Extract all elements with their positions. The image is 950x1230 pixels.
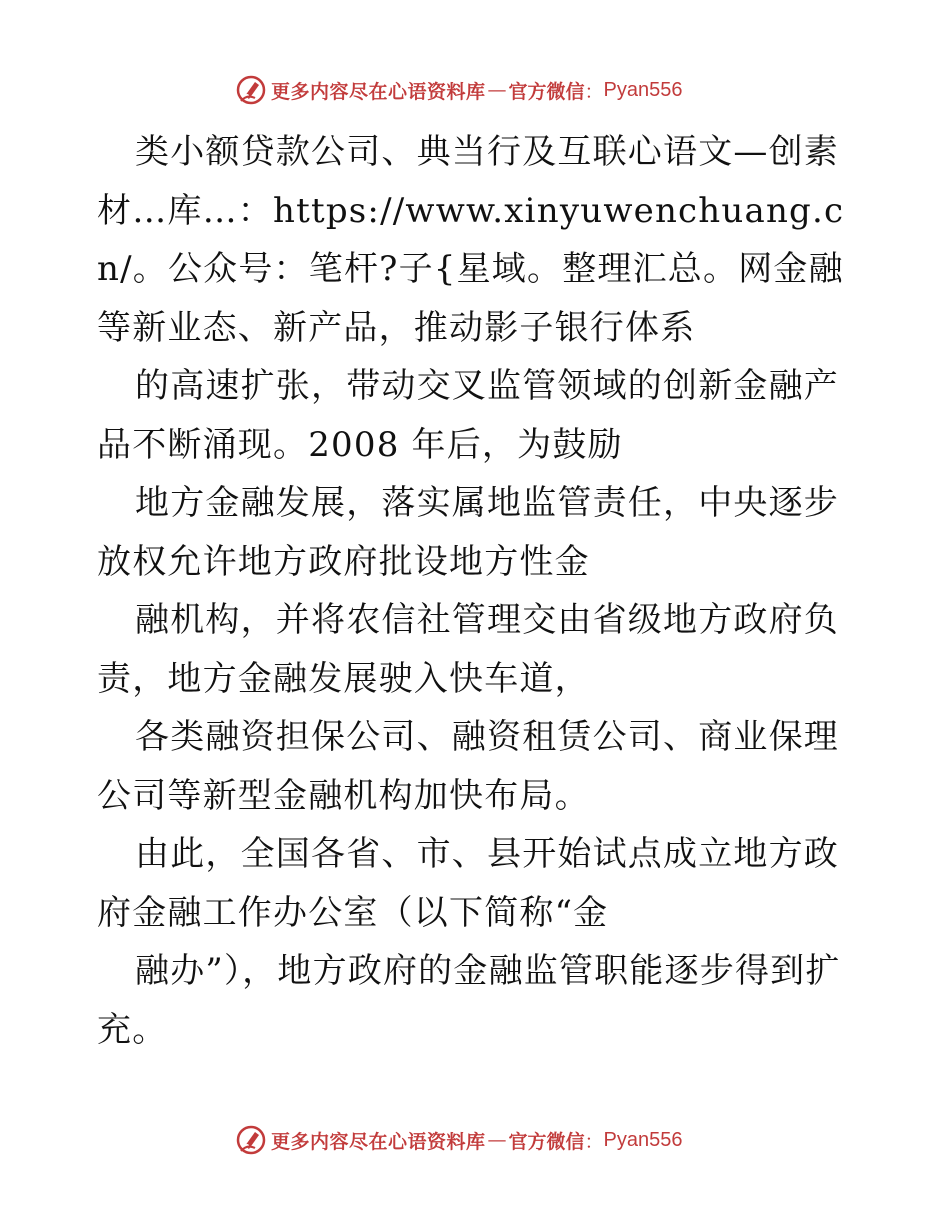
- banner-brand-text: 更多内容尽在心语资料库: [271, 1130, 486, 1153]
- banner-colon: ：: [584, 80, 604, 103]
- paragraph: 类小额贷款公司、典当行及互联心语文—创素材…库…：https://www.xinyuwenchuang.cn/。公众号：笔杆?子{星域。整理汇总。网金融等新业态、新产品，推动影子银行体系: [97, 132, 845, 348]
- banner-wechat-label: 官方微信: [508, 80, 585, 103]
- banner-brand-text: 更多内容尽在心语资料库: [271, 80, 486, 103]
- pen-nib-logo-icon: [235, 1124, 267, 1156]
- banner-wechat-id: Pyan556: [603, 1128, 683, 1151]
- paragraph: 融办”），地方政府的金融监管职能逐步得到扩充。: [97, 951, 841, 1050]
- paragraph: 地方金融发展，落实属地监管责任，中央逐步放权允许地方政府批设地方性金: [97, 483, 839, 582]
- paragraph: 的高速扩张，带动交叉监管领域的创新金融产品不断涌现。2008 年后，为鼓励: [97, 366, 839, 465]
- banner-colon: ：: [584, 1130, 604, 1153]
- paragraph: 由此，全国各省、市、县开始试点成立地方政府金融工作办公室（以下简称“金: [97, 834, 839, 933]
- banner-separator: —: [487, 79, 507, 101]
- paragraph: 各类融资担保公司、融资租赁公司、商业保理公司等新型金融机构加快布局。: [97, 717, 839, 816]
- banner-separator: —: [487, 1129, 507, 1151]
- header-banner: [235, 70, 755, 110]
- paragraph: 融机构，并将农信社管理交由省级地方政府负责，地方金融发展驶入快车道，: [97, 600, 839, 699]
- footer-banner: [235, 1120, 755, 1160]
- pen-nib-logo-icon: [235, 74, 267, 106]
- document-body: [97, 123, 857, 1059]
- banner-wechat-id: Pyan556: [603, 78, 683, 101]
- banner-wechat-label: 官方微信: [508, 1130, 585, 1153]
